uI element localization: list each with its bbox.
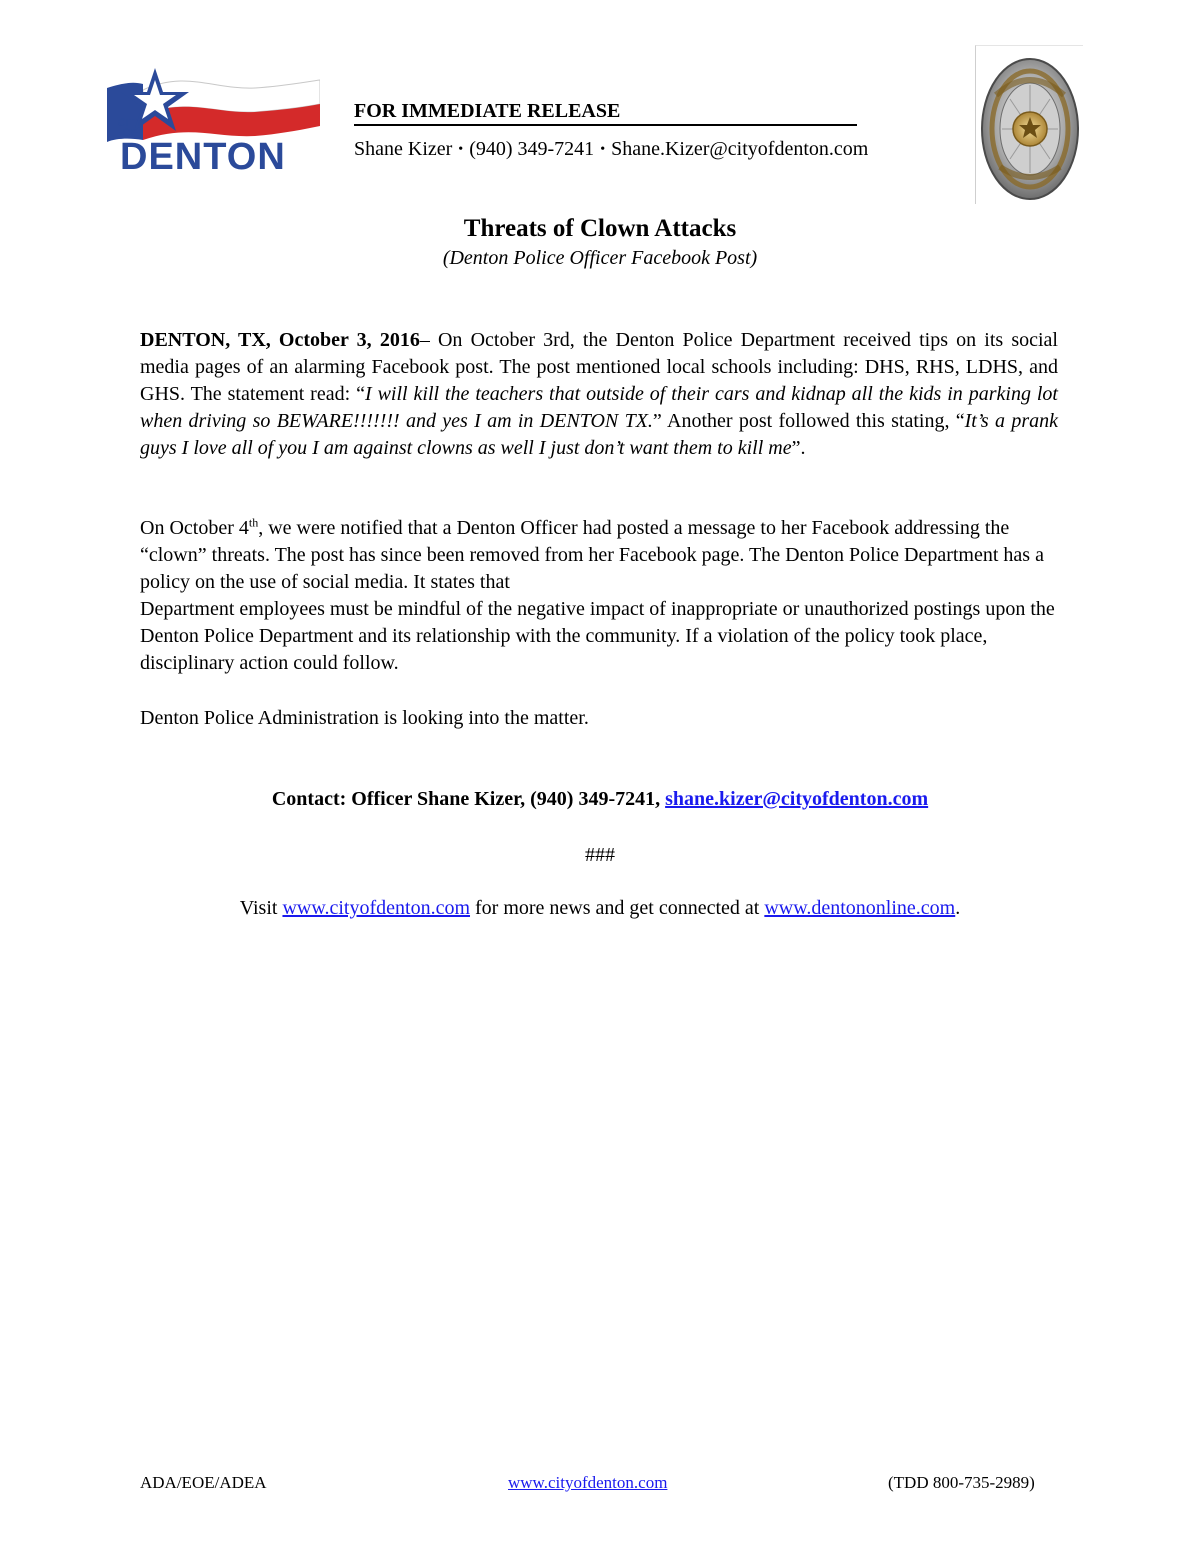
dateline: DENTON, TX, October 3, 2016 <box>140 329 420 351</box>
contact-line <box>0 786 1200 813</box>
paragraph-1 <box>140 327 1058 462</box>
p2-text-c: Department employees must be mindful of the negative impact of inappropriate or unauthorized postings upon the Denton Police Department and its relationship with the community. If a violation of the policy took place, disciplinary action could follow. <box>140 598 1055 674</box>
p2-text-a: On October 4 <box>140 517 249 539</box>
dentononline-link[interactable]: www.dentononline.com <box>764 897 956 919</box>
contact-email-link[interactable]: shane.kizer@cityofdenton.com <box>665 788 929 810</box>
footer-right: (TDD 800-735-2989) <box>888 1473 1035 1492</box>
police-badge-icon <box>978 55 1082 203</box>
visit-pre: Visit <box>239 897 283 919</box>
end-marker: ### <box>585 844 615 866</box>
p2-text-b: , we were notified that a Denton Officer had posted a message to her Facebook addressing the “clown” threats. The post has since been removed from her Facebook page. The Denton Police Department has a policy on the use of social media. It states that <box>140 517 1044 593</box>
p1-text-2: ” Another post followed this stating, “ <box>652 410 965 432</box>
page-subtitle: (Denton Police Officer Facebook Post) <box>442 247 758 269</box>
separator: • <box>600 142 606 157</box>
p1-quote-1: I will kill the teachers that outside of their cars and kidnap all the kids in parking lot when driving so BEWARE!!!!!!! and yes I am in DENTON TX. <box>140 383 1058 432</box>
p2-superscript: th <box>248 515 259 530</box>
header-contact-line <box>354 137 868 164</box>
logo-city: CITY <box>117 117 143 129</box>
footer-website-link[interactable]: www.cityofdenton.com <box>508 1473 668 1492</box>
paragraph-3: Denton Police Administration is looking into the matter. <box>140 707 589 729</box>
page-title: Threats of Clown Attacks <box>463 215 737 242</box>
release-heading: FOR IMMEDIATE RELEASE <box>354 99 857 126</box>
separator: • <box>458 142 464 157</box>
logo-denton: DENTON <box>120 136 286 178</box>
visit-line <box>0 895 1200 922</box>
contact-email: Shane.Kizer@cityofdenton.com <box>611 138 869 160</box>
visit-post: . <box>955 897 961 919</box>
p1-text-1: – On October 3rd, the Denton Police Department received tips on its social media pages of an alarming Facebook post. The post mentioned local schools including: DHS, RHS, LDHS, and GHS. The statement read: “ <box>140 329 1058 405</box>
logo-city-text <box>110 118 150 138</box>
contact-label: Contact: Officer Shane Kizer, (940) 349-7241, <box>271 788 666 810</box>
contact-name: Shane Kizer <box>354 138 453 160</box>
contact-phone: (940) 349-7241 <box>469 138 595 160</box>
visit-mid: for more news and get connected at <box>470 897 765 919</box>
footer-left: ADA/EOE/ADEA <box>140 1473 267 1492</box>
paragraph-2 <box>140 515 1058 677</box>
p1-quote-2: It’s a prank guys I love all of you I am against clowns as well I just don’t want them to kill me <box>140 410 1058 459</box>
p1-text-3: ”. <box>791 437 806 459</box>
city-website-link[interactable]: www.cityofdenton.com <box>282 897 471 919</box>
logo-of: OF <box>122 127 138 139</box>
